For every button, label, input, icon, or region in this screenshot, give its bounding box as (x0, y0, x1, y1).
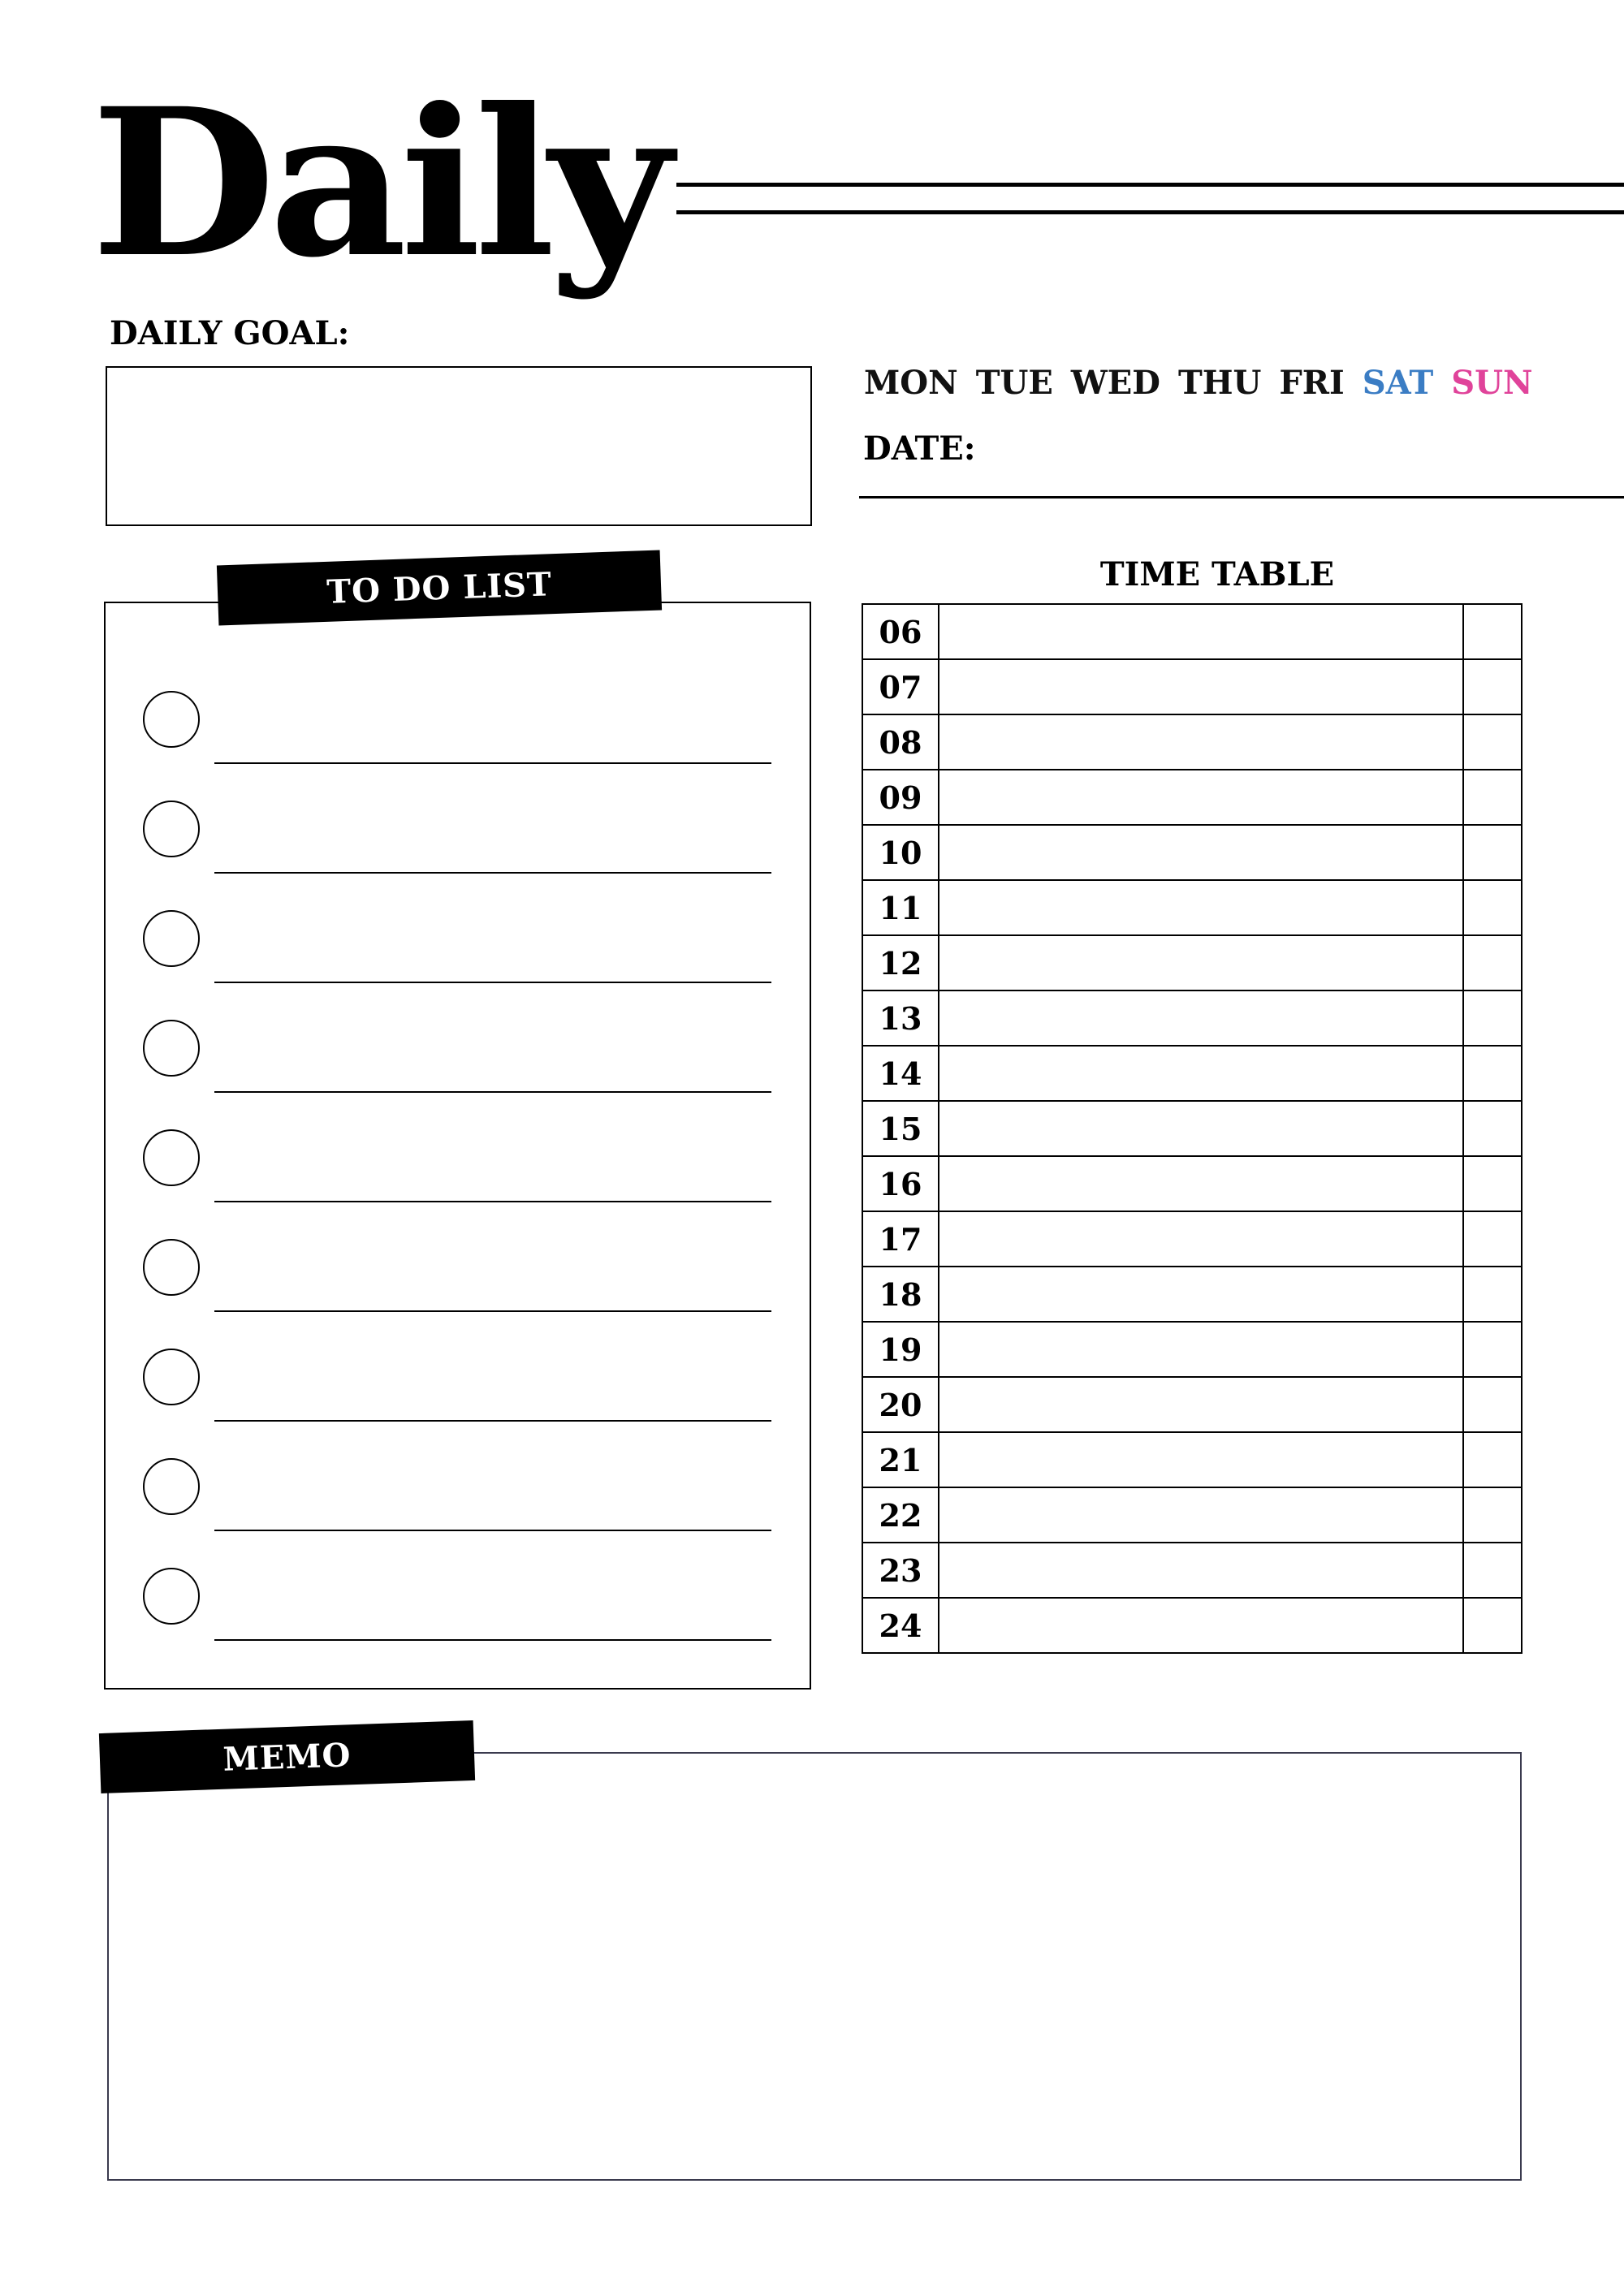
timetable-hour: 24 (862, 1598, 939, 1653)
timetable-hour: 14 (862, 1046, 939, 1101)
timetable-check[interactable] (1463, 825, 1522, 880)
todo-checkbox[interactable] (143, 1568, 200, 1625)
timetable-row (862, 1487, 1522, 1543)
timetable-check[interactable] (1463, 1101, 1522, 1156)
weekday-fri[interactable]: FRI (1279, 364, 1345, 402)
timetable-entry[interactable] (939, 1487, 1463, 1543)
timetable-hour: 19 (862, 1322, 939, 1377)
weekday-thu[interactable]: THU (1177, 364, 1262, 402)
page-title: Daily (91, 63, 666, 302)
timetable-row (862, 1377, 1522, 1432)
weekday-tue[interactable]: TUE (975, 364, 1053, 402)
title-rule-top (676, 183, 1624, 187)
timetable-check[interactable] (1463, 770, 1522, 825)
todo-text-field[interactable] (214, 1201, 771, 1202)
todo-checkbox[interactable] (143, 910, 200, 967)
todo-item (143, 1568, 771, 1641)
timetable-row (862, 1598, 1522, 1653)
todo-text-field[interactable] (214, 1420, 771, 1422)
todo-item (143, 1129, 771, 1202)
todo-checkbox[interactable] (143, 1129, 200, 1186)
todo-text-field[interactable] (214, 1530, 771, 1531)
todo-text-field[interactable] (214, 762, 771, 764)
timetable-check[interactable] (1463, 1156, 1522, 1211)
timetable-check[interactable] (1463, 714, 1522, 770)
timetable-entry[interactable] (939, 770, 1463, 825)
timetable-entry[interactable] (939, 1101, 1463, 1156)
timetable-entry[interactable] (939, 880, 1463, 935)
timetable (862, 603, 1522, 1654)
timetable-hour: 08 (862, 714, 939, 770)
timetable-entry[interactable] (939, 1046, 1463, 1101)
weekday-wed[interactable]: WED (1070, 364, 1160, 402)
title-rule-bottom (676, 210, 1624, 214)
weekday-mon[interactable]: MON (864, 364, 958, 402)
timetable-row (862, 1432, 1522, 1487)
date-field[interactable] (859, 496, 1624, 498)
timetable-hour: 11 (862, 880, 939, 935)
timetable-row (862, 1267, 1522, 1322)
todo-item (143, 1349, 771, 1422)
timetable-hour: 20 (862, 1377, 939, 1432)
timetable-check[interactable] (1463, 1267, 1522, 1322)
timetable-hour: 09 (862, 770, 939, 825)
timetable-check[interactable] (1463, 659, 1522, 714)
timetable-check[interactable] (1463, 1322, 1522, 1377)
timetable-check[interactable] (1463, 1211, 1522, 1267)
todo-item (143, 1458, 771, 1531)
weekday-sat[interactable]: SAT (1362, 364, 1434, 402)
timetable-entry[interactable] (939, 990, 1463, 1046)
timetable-hour: 21 (862, 1432, 939, 1487)
todo-checkbox[interactable] (143, 1458, 200, 1515)
todo-text-field[interactable] (214, 1310, 771, 1312)
timetable-check[interactable] (1463, 1598, 1522, 1653)
weekday-sun[interactable]: SUN (1451, 364, 1533, 402)
timetable-check[interactable] (1463, 880, 1522, 935)
daily-goal-field[interactable] (106, 366, 812, 526)
todo-checkbox[interactable] (143, 691, 200, 748)
timetable-entry[interactable] (939, 604, 1463, 659)
timetable-check[interactable] (1463, 1543, 1522, 1598)
timetable-row (862, 714, 1522, 770)
timetable-row (862, 825, 1522, 880)
timetable-entry[interactable] (939, 714, 1463, 770)
timetable-row (862, 935, 1522, 990)
timetable-check[interactable] (1463, 1432, 1522, 1487)
timetable-hour: 18 (862, 1267, 939, 1322)
timetable-row (862, 604, 1522, 659)
timetable-check[interactable] (1463, 1487, 1522, 1543)
timetable-hour: 06 (862, 604, 939, 659)
timetable-check[interactable] (1463, 604, 1522, 659)
timetable-check[interactable] (1463, 1377, 1522, 1432)
timetable-entry[interactable] (939, 1156, 1463, 1211)
timetable-row (862, 880, 1522, 935)
timetable-hour: 23 (862, 1543, 939, 1598)
weekday-selector (864, 364, 1533, 402)
memo-field[interactable] (107, 1752, 1522, 2181)
todo-item (143, 1239, 771, 1312)
timetable-entry[interactable] (939, 1598, 1463, 1653)
todo-item (143, 691, 771, 764)
timetable-title: TIME TABLE (1099, 555, 1335, 593)
todo-text-field[interactable] (214, 1091, 771, 1093)
timetable-row (862, 990, 1522, 1046)
timetable-entry[interactable] (939, 1322, 1463, 1377)
todo-item (143, 1020, 771, 1093)
timetable-entry[interactable] (939, 1211, 1463, 1267)
todo-text-field[interactable] (214, 1639, 771, 1641)
timetable-entry[interactable] (939, 935, 1463, 990)
todo-text-field[interactable] (214, 872, 771, 874)
todo-item (143, 910, 771, 983)
todo-text-field[interactable] (214, 982, 771, 983)
timetable-entry[interactable] (939, 1543, 1463, 1598)
timetable-row (862, 1543, 1522, 1598)
timetable-hour: 22 (862, 1487, 939, 1543)
todo-checkbox[interactable] (143, 801, 200, 857)
todo-checkbox[interactable] (143, 1349, 200, 1405)
timetable-row (862, 1211, 1522, 1267)
timetable-row (862, 659, 1522, 714)
todo-checkbox[interactable] (143, 1020, 200, 1077)
timetable-hour: 15 (862, 1101, 939, 1156)
timetable-row (862, 1156, 1522, 1211)
timetable-entry[interactable] (939, 1267, 1463, 1322)
timetable-entry[interactable] (939, 1432, 1463, 1487)
timetable-check[interactable] (1463, 935, 1522, 990)
timetable-hour: 13 (862, 990, 939, 1046)
memo-title: MEMO (99, 1720, 475, 1793)
timetable-hour: 07 (862, 659, 939, 714)
timetable-hour: 12 (862, 935, 939, 990)
timetable-row (862, 1101, 1522, 1156)
timetable-row (862, 770, 1522, 825)
timetable-row (862, 1322, 1522, 1377)
timetable-hour: 16 (862, 1156, 939, 1211)
timetable-check[interactable] (1463, 1046, 1522, 1101)
timetable-check[interactable] (1463, 990, 1522, 1046)
timetable-hour: 17 (862, 1211, 939, 1267)
timetable-entry[interactable] (939, 1377, 1463, 1432)
todo-list-title: TO DO LIST (217, 550, 662, 625)
todo-checkbox[interactable] (143, 1239, 200, 1296)
todo-item (143, 801, 771, 874)
timetable-entry[interactable] (939, 659, 1463, 714)
daily-goal-label: DAILY GOAL: (110, 314, 350, 352)
timetable-hour: 10 (862, 825, 939, 880)
date-label: DATE: (863, 429, 976, 468)
timetable-entry[interactable] (939, 825, 1463, 880)
timetable-row (862, 1046, 1522, 1101)
